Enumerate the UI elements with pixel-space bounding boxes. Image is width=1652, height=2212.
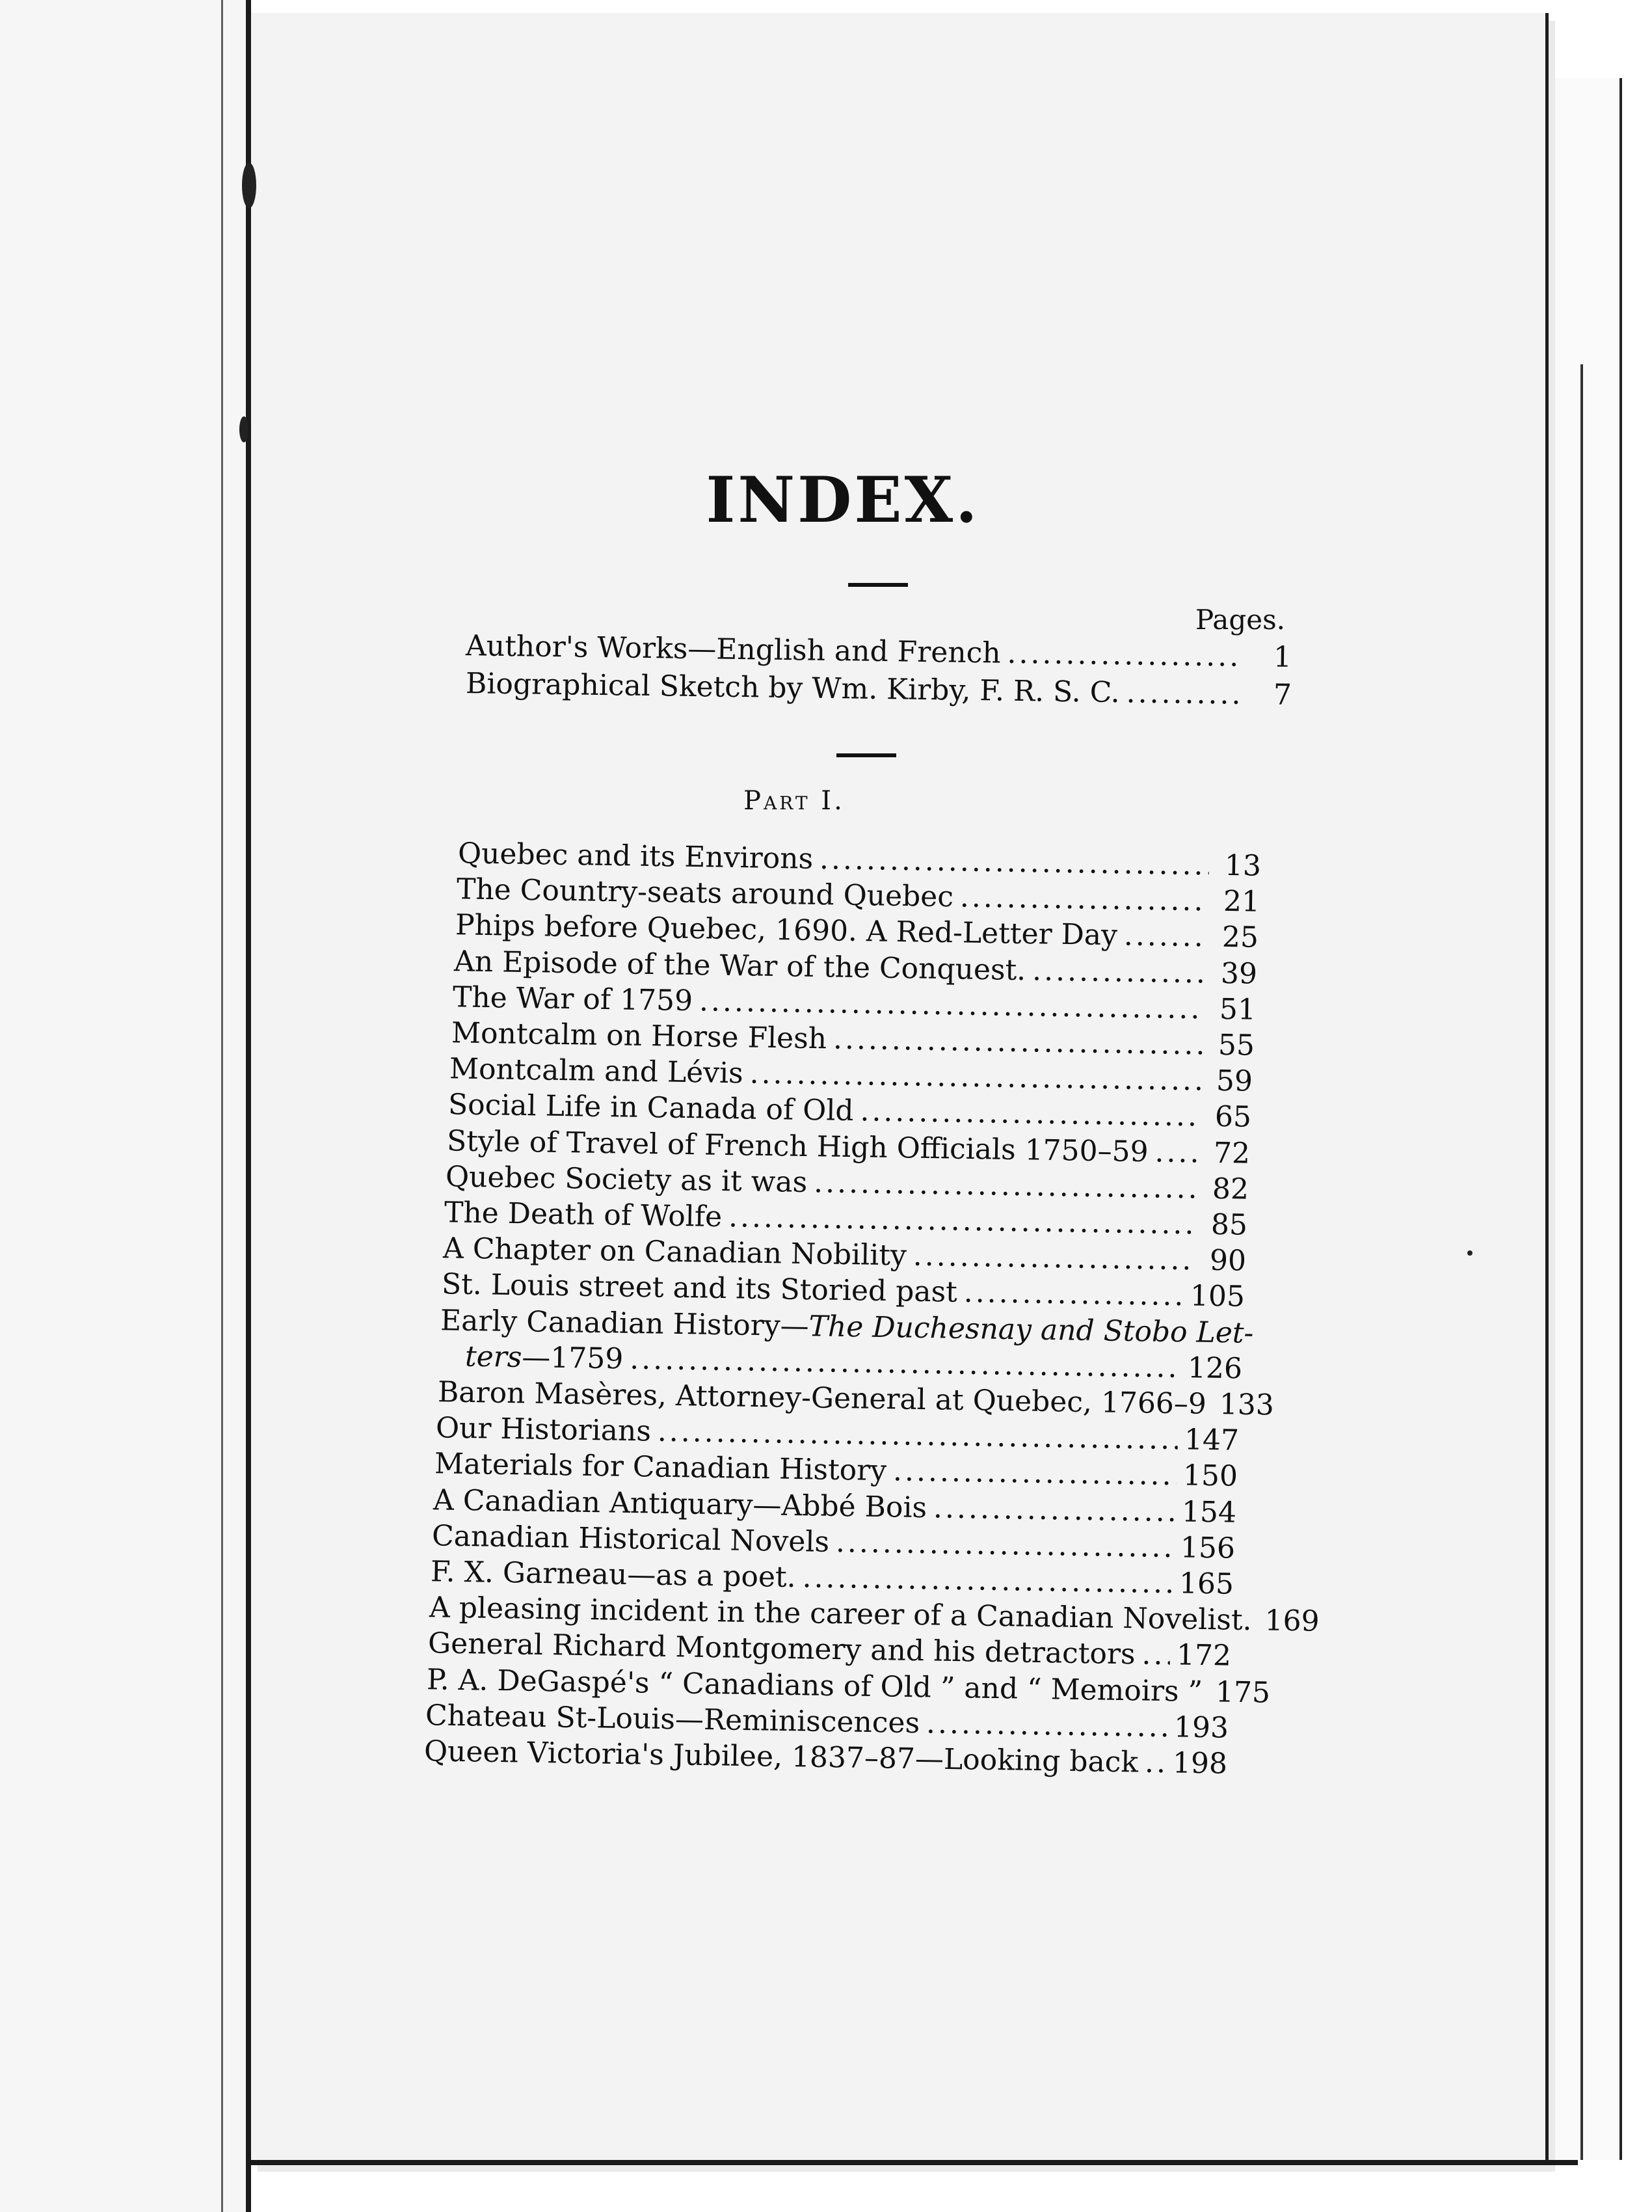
entry-title (425, 1699, 920, 1740)
entry-title (443, 1232, 907, 1272)
pages-column-label: Pages. (1195, 604, 1285, 636)
entry-title (432, 1519, 830, 1559)
entry-page: 175 (1215, 1675, 1271, 1710)
entry-title-text: Quebec Society as it was (445, 1160, 808, 1199)
entry-title-text: Montcalm on Horse Flesh (451, 1016, 827, 1056)
dot-leader (819, 843, 1210, 882)
entry-page: 13 (1224, 848, 1262, 883)
entry-title (431, 1555, 796, 1594)
entry-title (452, 980, 693, 1018)
dot-leader (933, 1491, 1176, 1528)
entry-title (434, 1448, 887, 1488)
entry-page: 133 (1218, 1388, 1274, 1422)
entry-page: 85 (1210, 1207, 1248, 1242)
list-item (466, 629, 1292, 674)
entry-title (444, 1196, 723, 1234)
dot-leader (1144, 1746, 1166, 1780)
entry-title-text: Baron Masères, Attorney-General at Quebec, 1766–9 (437, 1375, 1206, 1421)
dot-leader (913, 1239, 1194, 1277)
entry-page: 59 (1216, 1064, 1253, 1098)
entry-page: 39 (1220, 956, 1258, 991)
dot-leader (959, 881, 1208, 918)
entry-page: 7 (1273, 678, 1292, 712)
dot-leader (1258, 1604, 1259, 1638)
dot-leader (1126, 676, 1240, 710)
page-title: INDEX. (706, 463, 980, 537)
entry-title-text: Queen Victoria's Jubilee, 1837–87—Looking back (423, 1734, 1138, 1779)
entry-title-text: The Death of Wolfe (444, 1196, 723, 1234)
dot-leader (1123, 919, 1206, 954)
entry-title-italic: The Duchesnay and Stobo Let- (808, 1309, 1254, 1350)
dot-leader (1007, 637, 1240, 673)
entry-title (457, 872, 954, 913)
entry-title (433, 1483, 927, 1524)
dot-leader (750, 1057, 1201, 1098)
entry-title-text: P. A. DeGaspé's “ Canadians of Old ” and “ Memoirs ” (426, 1662, 1203, 1708)
dot-leader (802, 1561, 1173, 1600)
dot-leader (1141, 1638, 1170, 1672)
spine-edge (246, 0, 251, 2212)
dot-leader (860, 1095, 1199, 1133)
entry-title-text: F. X. Garneau—as a poet. (430, 1555, 797, 1595)
dot-leader (926, 1706, 1167, 1744)
entry-title (436, 1411, 652, 1448)
entry-title-text: General Richard Montgomery and his detractors (427, 1626, 1136, 1671)
entry-page: 193 (1173, 1710, 1229, 1745)
entry-page: 169 (1264, 1604, 1320, 1638)
entry-title-text: St. Louis street and its Storied past (441, 1267, 958, 1310)
entry-page: 154 (1181, 1494, 1237, 1530)
entry-page: 126 (1187, 1351, 1242, 1386)
entry-page: 105 (1190, 1279, 1246, 1314)
title-rule (848, 583, 908, 587)
entry-title-text: An Episode of the War of the Conquest. (453, 944, 1026, 987)
entry-title: Biographical Sketch by Wm. Kirby, F. R. S. C. (465, 667, 1121, 710)
dot-leader (836, 1526, 1175, 1564)
entry-title-italic: ters (464, 1340, 522, 1374)
entry-title-text: Chateau St-Louis—Reminiscences (425, 1699, 920, 1740)
entry-title (448, 1088, 854, 1128)
entry-title: Author's Works—English and French (465, 629, 1001, 670)
part-heading: Part I. (743, 786, 845, 816)
binding-line (221, 0, 223, 2212)
entry-page: 198 (1172, 1746, 1227, 1781)
entry-page: 51 (1219, 992, 1256, 1027)
entry-title-text: Our Historians (436, 1411, 652, 1448)
entry-title-text: —1759 (521, 1340, 624, 1376)
entry-title-text: Montcalm and Lévis (449, 1052, 744, 1090)
entry-title-text: Early Canadian History— (440, 1303, 809, 1343)
entry-title-text: A Canadian Antiquary—Abbé Bois (433, 1483, 927, 1524)
entry-title (453, 945, 1026, 987)
entry-title-text: The War of 1759 (452, 980, 693, 1018)
entry-page: 150 (1182, 1459, 1238, 1494)
page-edge-right (1548, 78, 1622, 2160)
entry-page: 172 (1176, 1638, 1232, 1673)
entry-title-text: Canadian Historical Novels (431, 1519, 830, 1559)
dot-leader (630, 1342, 1181, 1384)
dot-leader (1212, 1388, 1213, 1421)
page-edge-line (1580, 364, 1583, 2160)
dot-leader (963, 1276, 1184, 1312)
entry-page: 90 (1209, 1244, 1247, 1278)
entry-page: 156 (1180, 1531, 1236, 1565)
list-item (466, 667, 1292, 712)
dot-leader (1032, 954, 1205, 990)
dot-leader (893, 1455, 1177, 1492)
entry-title-text: A Chapter on Canadian Nobility (442, 1232, 907, 1273)
entry-title (441, 1268, 957, 1309)
entry-title-text: The Country-seats around Quebec (456, 872, 954, 914)
dot-leader (1154, 1135, 1198, 1169)
entry-page: 55 (1218, 1028, 1255, 1062)
dot-leader (833, 1023, 1203, 1062)
entry-title-text: Phips before Quebec, 1690. A Red-Letter Day (455, 908, 1118, 952)
entry-page: 72 (1213, 1136, 1251, 1170)
dot-leader (1208, 1675, 1209, 1708)
entry-title (446, 1160, 808, 1199)
entry-title-text: Style of Travel of French High Officials 1750–59 (446, 1124, 1149, 1168)
entry-title-text: Materials for Canadian History (434, 1447, 887, 1488)
left-gutter (0, 0, 247, 2212)
entry-title (449, 1052, 743, 1090)
entry-page: 82 (1212, 1172, 1249, 1206)
section-rule (836, 753, 896, 757)
dot-leader (814, 1166, 1197, 1205)
entry-title (458, 837, 814, 876)
entry-page: 147 (1184, 1423, 1240, 1457)
dot-leader (728, 1200, 1196, 1241)
entry-page: 65 (1214, 1100, 1252, 1135)
entry-title (464, 1340, 623, 1375)
entry-page: 1 (1273, 640, 1292, 674)
binding-mark (239, 416, 248, 442)
entry-title-text: Quebec and its Environs (457, 837, 814, 876)
entry-title (455, 909, 1117, 952)
entry-title-text: Social Life in Canada of Old (447, 1088, 855, 1128)
dot-leader (658, 1415, 1179, 1457)
entry-title-text: A pleasing incident in the career of a Canadian Novelist. (429, 1591, 1252, 1638)
dot-leader (699, 984, 1204, 1025)
entry-page: 25 (1221, 921, 1259, 955)
entry-page: 165 (1179, 1567, 1234, 1601)
index-page (251, 0, 1545, 2212)
entry-title (451, 1016, 827, 1055)
entry-page: 21 (1223, 885, 1260, 919)
